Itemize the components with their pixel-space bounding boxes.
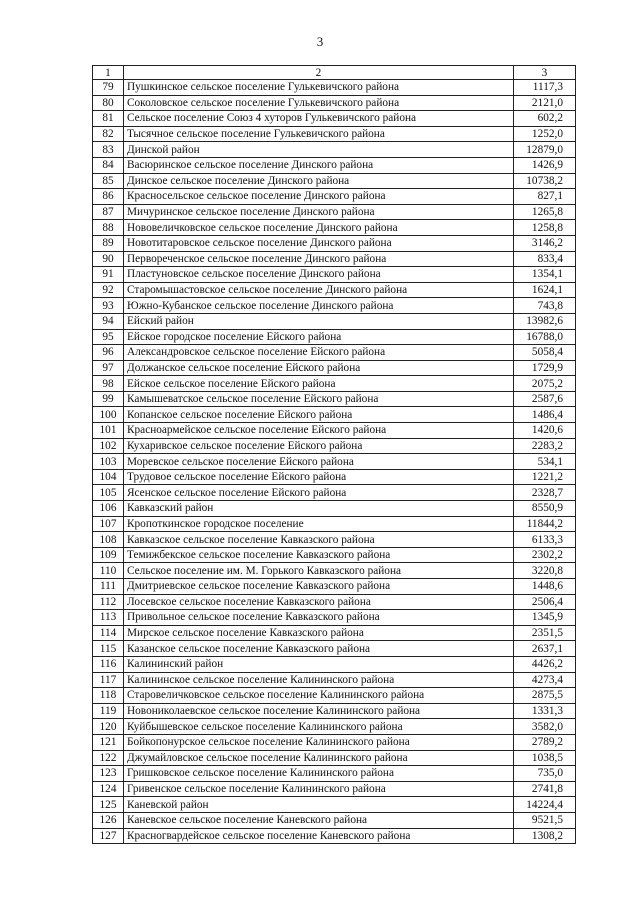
table-row	[93, 329, 576, 345]
row-number: 80	[93, 95, 124, 111]
row-name: Ейский район	[124, 313, 514, 329]
row-value: 14224,4	[514, 797, 576, 813]
table-header	[93, 66, 576, 80]
header-col-3: 3	[514, 66, 576, 80]
table-row	[93, 407, 576, 423]
row-number: 109	[93, 547, 124, 563]
row-value: 10738,2	[514, 173, 576, 189]
row-name: Ясенское сельское поселение Ейского района	[124, 485, 514, 501]
row-name: Каневское сельское поселение Каневского района	[124, 812, 514, 828]
row-value: 4426,2	[514, 656, 576, 672]
table-row	[93, 641, 576, 657]
page-number: 3	[316, 34, 324, 49]
row-value: 6133,3	[514, 532, 576, 548]
row-name: Кухаривское сельское поселение Ейского района	[124, 438, 514, 454]
row-value: 1354,1	[514, 267, 576, 283]
row-name: Южно-Кубанское сельское поселение Динского района	[124, 298, 514, 314]
row-value: 2283,2	[514, 438, 576, 454]
row-name: Гривенское сельское поселение Калининского района	[124, 781, 514, 797]
row-value: 2121,0	[514, 95, 576, 111]
row-number: 122	[93, 750, 124, 766]
table-row	[93, 688, 576, 704]
row-name: Соколовское сельское поселение Гулькевичского района	[124, 95, 514, 111]
row-value: 1117,3	[514, 80, 576, 96]
row-value: 3582,0	[514, 719, 576, 735]
table-row	[93, 251, 576, 267]
row-name: Нововеличковское сельское поселение Динского района	[124, 220, 514, 236]
row-name: Динское сельское поселение Динского района	[124, 173, 514, 189]
row-name: Темижбекское сельское поселение Кавказского района	[124, 547, 514, 563]
row-name: Копанское сельское поселение Ейского района	[124, 407, 514, 423]
row-number: 123	[93, 766, 124, 782]
row-number: 127	[93, 828, 124, 844]
table-row	[93, 516, 576, 532]
table-row	[93, 438, 576, 454]
row-value: 13982,6	[514, 313, 576, 329]
row-value: 534,1	[514, 454, 576, 470]
row-value: 602,2	[514, 111, 576, 127]
row-value: 2587,6	[514, 391, 576, 407]
row-name: Джумайловское сельское поселение Калининского района	[124, 750, 514, 766]
row-number: 86	[93, 189, 124, 205]
row-name: Куйбышевское сельское поселение Калининского района	[124, 719, 514, 735]
row-name: Красносельское сельское поселение Динского района	[124, 189, 514, 205]
table-row	[93, 126, 576, 142]
row-value: 3146,2	[514, 235, 576, 251]
row-value: 3220,8	[514, 563, 576, 579]
table-body	[93, 80, 576, 844]
row-value: 2637,1	[514, 641, 576, 657]
row-value: 1624,1	[514, 282, 576, 298]
row-number: 90	[93, 251, 124, 267]
row-number: 99	[93, 391, 124, 407]
row-name: Новотитаровское сельское поселение Динского района	[124, 235, 514, 251]
row-number: 124	[93, 781, 124, 797]
row-name: Казанское сельское поселение Кавказского района	[124, 641, 514, 657]
row-name: Динской район	[124, 142, 514, 158]
row-value: 735,0	[514, 766, 576, 782]
row-value: 5058,4	[514, 345, 576, 361]
row-name: Сельское поселение Союз 4 хуторов Гулькевичского района	[124, 111, 514, 127]
row-number: 87	[93, 204, 124, 220]
row-number: 112	[93, 594, 124, 610]
row-number: 114	[93, 625, 124, 641]
table-row	[93, 703, 576, 719]
table-row	[93, 391, 576, 407]
row-value: 1308,2	[514, 828, 576, 844]
row-number: 113	[93, 610, 124, 626]
row-value: 1420,6	[514, 423, 576, 439]
table-row	[93, 625, 576, 641]
row-number: 82	[93, 126, 124, 142]
row-value: 1486,4	[514, 407, 576, 423]
row-name: Красногвардейское сельское поселение Каневского района	[124, 828, 514, 844]
table-row	[93, 454, 576, 470]
row-number: 81	[93, 111, 124, 127]
table-header-row	[93, 66, 576, 80]
table-row	[93, 204, 576, 220]
table-row	[93, 750, 576, 766]
table-row	[93, 594, 576, 610]
row-value: 2302,2	[514, 547, 576, 563]
table-row	[93, 828, 576, 844]
row-name: Лосевское сельское поселение Кавказского района	[124, 594, 514, 610]
row-number: 118	[93, 688, 124, 704]
row-name: Пушкинское сельское поселение Гулькевичского района	[124, 80, 514, 96]
row-value: 9521,5	[514, 812, 576, 828]
row-number: 93	[93, 298, 124, 314]
table-row	[93, 532, 576, 548]
row-number: 79	[93, 80, 124, 96]
table-row	[93, 345, 576, 361]
row-number: 103	[93, 454, 124, 470]
row-number: 121	[93, 734, 124, 750]
row-name: Должанское сельское поселение Ейского района	[124, 360, 514, 376]
row-name: Гришковское сельское поселение Калининского района	[124, 766, 514, 782]
table-row	[93, 142, 576, 158]
table-row	[93, 610, 576, 626]
row-name: Кавказское сельское поселение Кавказского района	[124, 532, 514, 548]
row-number: 92	[93, 282, 124, 298]
row-number: 83	[93, 142, 124, 158]
row-value: 1331,3	[514, 703, 576, 719]
row-name: Красноармейское сельское поселение Ейского района	[124, 423, 514, 439]
row-number: 101	[93, 423, 124, 439]
row-value: 16788,0	[514, 329, 576, 345]
table-row	[93, 672, 576, 688]
row-value: 1265,8	[514, 204, 576, 220]
table-row	[93, 360, 576, 376]
row-name: Пластуновское сельское поселение Динского района	[124, 267, 514, 283]
row-number: 110	[93, 563, 124, 579]
row-value: 2875,5	[514, 688, 576, 704]
row-value: 1258,8	[514, 220, 576, 236]
table-row	[93, 812, 576, 828]
row-value: 827,1	[514, 189, 576, 205]
row-value: 11844,2	[514, 516, 576, 532]
table-row	[93, 781, 576, 797]
row-number: 104	[93, 469, 124, 485]
table-row	[93, 189, 576, 205]
table-row	[93, 111, 576, 127]
row-value: 833,4	[514, 251, 576, 267]
row-number: 91	[93, 267, 124, 283]
row-number: 111	[93, 579, 124, 595]
table-row	[93, 656, 576, 672]
row-name: Бойкопонурское сельское поселение Калининского района	[124, 734, 514, 750]
row-number: 108	[93, 532, 124, 548]
row-name: Калининское сельское поселение Калининского района	[124, 672, 514, 688]
table-row	[93, 282, 576, 298]
table-row	[93, 173, 576, 189]
table-row	[93, 719, 576, 735]
table-row	[93, 734, 576, 750]
table-row	[93, 220, 576, 236]
row-value: 2351,5	[514, 625, 576, 641]
row-name: Камышеватское сельское поселение Ейского района	[124, 391, 514, 407]
table-row	[93, 469, 576, 485]
table-row	[93, 563, 576, 579]
row-number: 105	[93, 485, 124, 501]
row-value: 1729,9	[514, 360, 576, 376]
table-row	[93, 80, 576, 96]
data-table	[92, 65, 576, 844]
row-number: 88	[93, 220, 124, 236]
header-col-2: 2	[124, 66, 514, 80]
table-row	[93, 766, 576, 782]
row-name: Васюринское сельское поселение Динского района	[124, 157, 514, 173]
row-number: 96	[93, 345, 124, 361]
row-number: 120	[93, 719, 124, 735]
row-value: 12879,0	[514, 142, 576, 158]
row-value: 2741,8	[514, 781, 576, 797]
row-number: 102	[93, 438, 124, 454]
row-name: Старовеличковское сельское поселение Калининского района	[124, 688, 514, 704]
table-row	[93, 298, 576, 314]
row-number: 97	[93, 360, 124, 376]
row-value: 1038,5	[514, 750, 576, 766]
row-number: 116	[93, 656, 124, 672]
row-name: Калининский район	[124, 656, 514, 672]
row-value: 2789,2	[514, 734, 576, 750]
table-row	[93, 313, 576, 329]
row-name: Трудовое сельское поселение Ейского района	[124, 469, 514, 485]
row-number: 119	[93, 703, 124, 719]
row-value: 743,8	[514, 298, 576, 314]
row-name: Александровское сельское поселение Ейского района	[124, 345, 514, 361]
row-name: Кавказский район	[124, 501, 514, 517]
row-value: 1448,6	[514, 579, 576, 595]
row-name: Моревское сельское поселение Ейского района	[124, 454, 514, 470]
table-row	[93, 579, 576, 595]
table-row	[93, 235, 576, 251]
row-name: Первореченское сельское поселение Динского района	[124, 251, 514, 267]
row-number: 125	[93, 797, 124, 813]
row-name: Мичуринское сельское поселение Динского района	[124, 204, 514, 220]
row-value: 1426,9	[514, 157, 576, 173]
table-row	[93, 547, 576, 563]
row-name: Привольное сельское поселение Кавказского района	[124, 610, 514, 626]
row-value: 2075,2	[514, 376, 576, 392]
header-col-1: 1	[93, 66, 124, 80]
row-name: Тысячное сельское поселение Гулькевичского района	[124, 126, 514, 142]
table-row	[93, 797, 576, 813]
row-number: 117	[93, 672, 124, 688]
row-value: 8550,9	[514, 501, 576, 517]
row-name: Ейское городское поселение Ейского района	[124, 329, 514, 345]
row-name: Новониколаевское сельское поселение Калининского района	[124, 703, 514, 719]
row-value: 2328,7	[514, 485, 576, 501]
row-number: 107	[93, 516, 124, 532]
row-value: 4273,4	[514, 672, 576, 688]
row-number: 98	[93, 376, 124, 392]
row-number: 89	[93, 235, 124, 251]
table-row	[93, 485, 576, 501]
row-value: 1345,9	[514, 610, 576, 626]
table-row	[93, 501, 576, 517]
row-name: Мирское сельское поселение Кавказского района	[124, 625, 514, 641]
table-row	[93, 423, 576, 439]
row-value: 1221,2	[514, 469, 576, 485]
row-name: Каневской район	[124, 797, 514, 813]
row-number: 106	[93, 501, 124, 517]
row-name: Старомышастовское сельское поселение Динского района	[124, 282, 514, 298]
row-number: 94	[93, 313, 124, 329]
row-value: 1252,0	[514, 126, 576, 142]
table-row	[93, 267, 576, 283]
table-row	[93, 376, 576, 392]
row-number: 115	[93, 641, 124, 657]
row-name: Кропоткинское городское поселение	[124, 516, 514, 532]
row-number: 100	[93, 407, 124, 423]
table-row	[93, 157, 576, 173]
row-number: 95	[93, 329, 124, 345]
row-number: 84	[93, 157, 124, 173]
row-value: 2506,4	[514, 594, 576, 610]
row-name: Сельское поселение им. М. Горького Кавказского района	[124, 563, 514, 579]
row-number: 126	[93, 812, 124, 828]
table-row	[93, 95, 576, 111]
row-name: Дмитриевское сельское поселение Кавказского района	[124, 579, 514, 595]
row-number: 85	[93, 173, 124, 189]
row-name: Ейское сельское поселение Ейского района	[124, 376, 514, 392]
